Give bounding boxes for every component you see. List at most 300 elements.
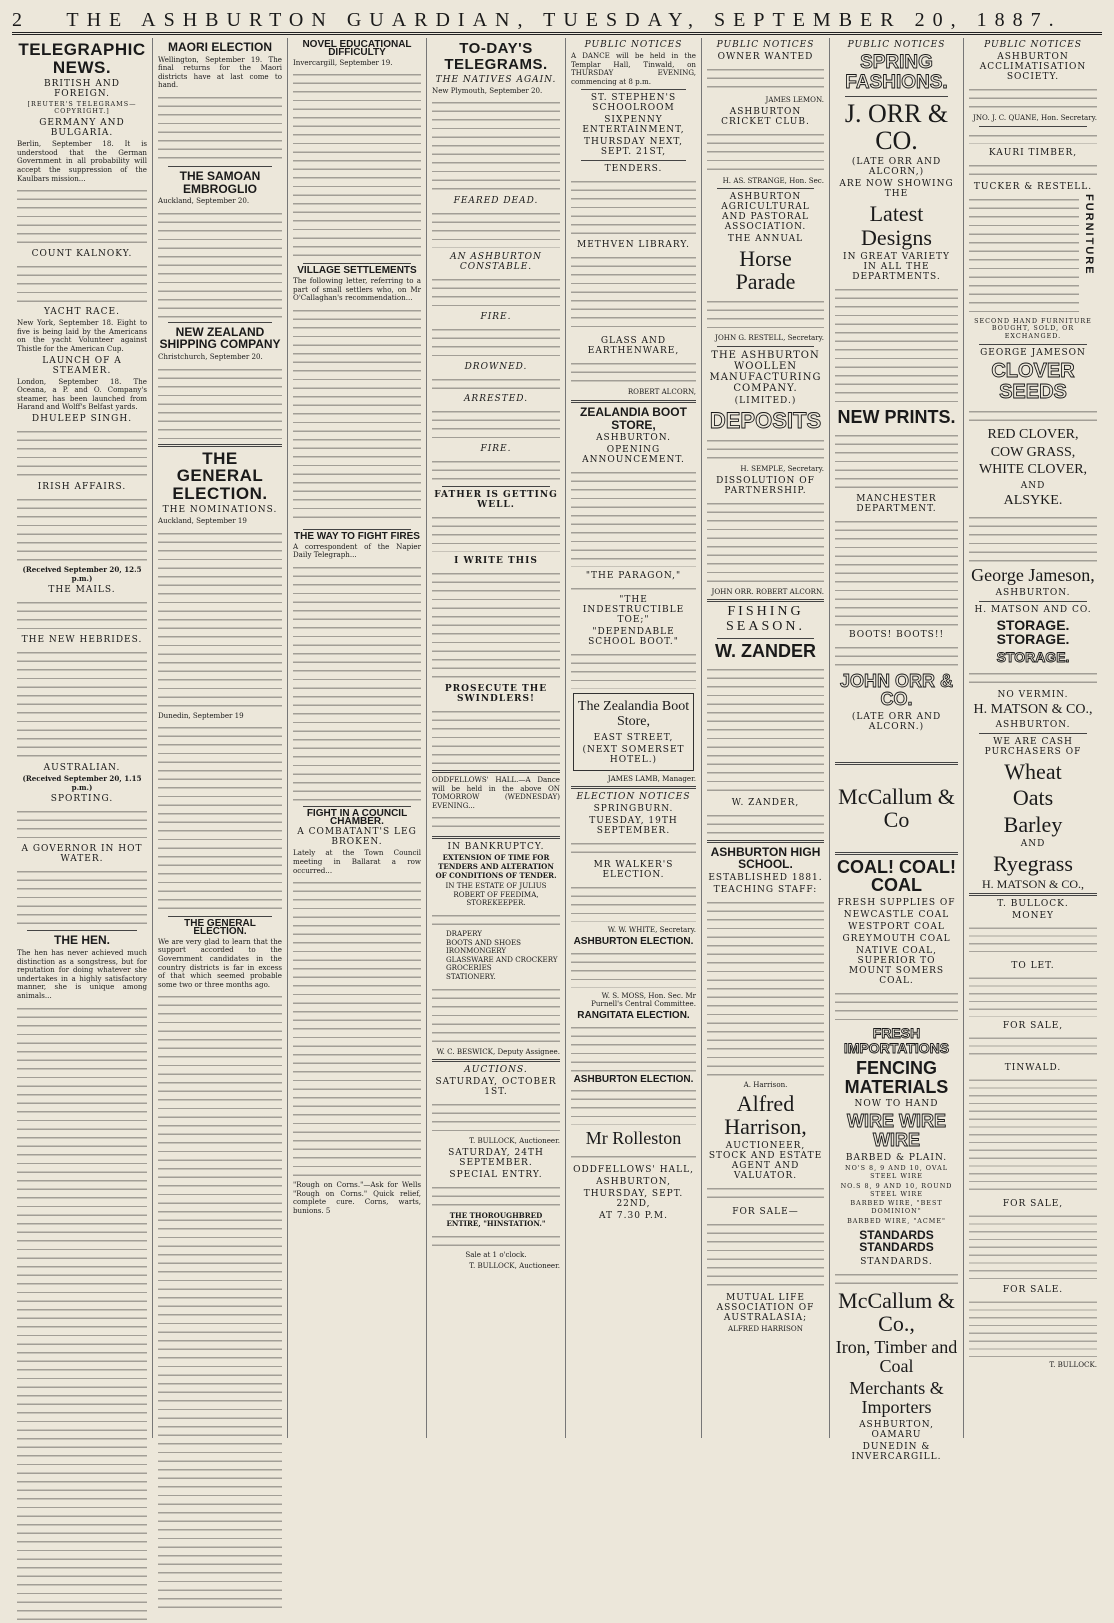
text-block xyxy=(707,296,824,330)
divider xyxy=(303,263,411,264)
article-paragraph: Invercargill, September 19. xyxy=(293,57,393,67)
subheading: ARRESTED. xyxy=(463,394,529,405)
subheading: ESTABLISHED 1881. xyxy=(708,872,823,883)
fires-heading: THE WAY TO FIGHT FIRES xyxy=(294,530,420,542)
divider xyxy=(571,400,696,403)
subheading: BOOTS! BOOTS!! xyxy=(848,629,945,640)
text-block xyxy=(432,274,560,308)
subheading: "THE PARAGON," xyxy=(585,571,682,582)
subheading: MUTUAL LIFE ASSOCIATION OF AUSTRALASIA; xyxy=(716,1293,815,1324)
signature: W. W. WHITE, Secretary. xyxy=(607,925,696,935)
article-paragraph: London, September 18. The Oceana, a P. and O. Company's steamer, has been launched from Harand and Wolff's Belfast yards. xyxy=(17,376,147,412)
subheading: OWNER WANTED xyxy=(717,52,814,62)
woollen-company-heading: THE ASHBURTON WOOLLEN MANUFACTURING COMPANY. xyxy=(709,349,822,394)
ashburton-election-heading: ASHBURTON ELECTION. xyxy=(573,935,694,947)
subheading: IN GREAT VARIETY IN ALL THE DEPARTMENTS. xyxy=(843,251,950,282)
text-block xyxy=(707,498,824,584)
signature: JAMES LEMON. xyxy=(765,95,824,104)
fresh-importations-title: FRESH IMPORTATIONS xyxy=(843,1025,950,1056)
divider xyxy=(979,733,1087,734)
subheading: DHULEEP SINGH. xyxy=(31,414,133,424)
text-block xyxy=(707,664,824,794)
column-8 xyxy=(964,38,1102,1438)
text-block xyxy=(432,512,560,552)
deposits-title: DEPOSITS xyxy=(709,407,822,433)
subheading: IN BANKRUPTCY. xyxy=(447,842,545,853)
text-block xyxy=(707,897,824,1077)
signature: JOHN ORR. ROBERT ALCORN. xyxy=(711,586,824,596)
subheading: PROSECUTE THE SWINDLERS! xyxy=(444,684,548,705)
jameson-title: George Jameson, xyxy=(971,564,1095,585)
text-block xyxy=(432,910,560,926)
seed-item: COW GRASS, xyxy=(990,444,1076,460)
text-block xyxy=(707,1183,824,1203)
seed-item: WHITE CLOVER, xyxy=(978,462,1088,478)
tucker-heading: TUCKER & RESTELL. xyxy=(973,181,1093,192)
subheading: NO.S 8, 9 AND 10, ROUND STEEL WIRE xyxy=(840,1181,953,1198)
text-block xyxy=(571,583,696,591)
list-item: BOOTS AND SHOES xyxy=(446,937,521,947)
agricultural-heading: ASHBURTON AGRICULTURAL AND PASTORAL ASSOCIATION. xyxy=(721,192,810,233)
text-block xyxy=(17,261,147,303)
subheading: SPECIAL ENTRY. xyxy=(449,1169,543,1180)
subheading: A GOVERNOR IN HOT WATER. xyxy=(21,844,143,865)
section-label: PUBLIC NOTICES xyxy=(847,40,946,50)
text-block xyxy=(571,176,696,236)
telegraphic-news-heading: TELEGRAPHIC NEWS. xyxy=(18,40,146,77)
general-election-heading-2: THE GENERAL ELECTION. xyxy=(184,918,256,938)
orr-title: J. ORR & CO. xyxy=(844,98,949,156)
text-block xyxy=(707,129,824,173)
subheading: ASHBURTON. xyxy=(995,587,1071,598)
divider xyxy=(432,1059,560,1062)
subheading: THE NEW HEBRIDES. xyxy=(21,635,143,646)
subheading: BARBED WIRE, "ACME" xyxy=(847,1217,946,1226)
page-number: 2 xyxy=(12,9,26,31)
furniture-ad xyxy=(969,194,1097,314)
subheading: AND xyxy=(1020,838,1046,849)
signature: JNO. J. C. QUANE, Hon. Secretary. xyxy=(973,113,1097,122)
barley-title: Barley xyxy=(1003,811,1063,837)
text-block xyxy=(835,988,958,1022)
divider xyxy=(835,852,958,855)
storage-title-2: STORAGE. xyxy=(996,649,1070,665)
mccallum-title-2: McCallum & Co., xyxy=(838,1288,955,1337)
text-block xyxy=(17,806,147,840)
text-block xyxy=(158,208,282,318)
text-block xyxy=(707,64,824,92)
subheading: AN ASHBURTON CONSTABLE. xyxy=(450,252,542,273)
coal-title: COAL! COAL! COAL xyxy=(837,856,956,896)
subheading: THURSDAY, SEPT. 22ND, xyxy=(583,1189,684,1210)
rangitata-heading: RANGITATA ELECTION. xyxy=(577,1009,690,1021)
text-block xyxy=(432,812,560,832)
text-block xyxy=(17,1003,147,1623)
text-block xyxy=(432,208,560,248)
text-block xyxy=(571,1151,696,1161)
subheading: (LIMITED.) xyxy=(734,395,797,406)
subheading: TINWALD. xyxy=(1004,1063,1062,1074)
text-block xyxy=(17,185,147,245)
text-block xyxy=(17,426,147,478)
divider xyxy=(707,840,824,843)
subheading: YACHT RACE. xyxy=(44,307,120,318)
subheading: BRITISH AND FOREIGN. xyxy=(44,78,120,99)
orr-title-2: JOHN ORR & CO. xyxy=(839,670,953,710)
subheading: AUCTIONEER, STOCK AND ESTATE AGENT AND VALUATOR. xyxy=(708,1141,823,1182)
wire-title: WIRE WIRE WIRE xyxy=(847,1111,946,1151)
subheading: AND xyxy=(1020,481,1046,492)
subheading: "DEPENDABLE SCHOOL BOOT." xyxy=(588,627,679,648)
divider xyxy=(168,166,272,167)
spring-fashions-title: SPRING FASHIONS. xyxy=(845,52,948,93)
divider xyxy=(845,96,948,97)
signature: T. BULLOCK, Auctioneer. xyxy=(469,1136,560,1146)
todays-telegrams-heading: TO-DAY'S TELEGRAMS. xyxy=(444,40,548,73)
text-block xyxy=(158,528,282,708)
subheading: A COMBATANT'S LEG BROKEN. xyxy=(297,827,417,848)
text-block xyxy=(293,305,421,525)
subheading: AT 7.30 P.M. xyxy=(599,1211,668,1222)
subheading: FOR SALE, xyxy=(1002,1199,1064,1210)
seed-item: RED CLOVER, xyxy=(987,426,1079,442)
subheading: [REUTER'S TELEGRAMS—COPYRIGHT.] xyxy=(27,99,137,116)
estate-line: IN THE ESTATE OF JULIUS ROBERT OF FEEDIMA, STOREKEEPER. xyxy=(445,881,547,908)
subheading: DISSOLUTION OF PARTNERSHIP. xyxy=(716,475,815,496)
column-2 xyxy=(153,38,288,1438)
stock-list xyxy=(432,930,560,982)
subheading: LAUNCH OF A STEAMER. xyxy=(42,355,122,376)
text-block xyxy=(969,1297,1097,1357)
box-line: (NEXT SOMERSET HOTEL.) xyxy=(582,744,685,765)
subheading: WE ARE CASH PURCHASERS OF xyxy=(984,737,1082,758)
subheading: DROWNED. xyxy=(464,362,528,373)
text-block xyxy=(835,516,958,626)
text-block xyxy=(432,406,560,440)
dance-notice: ODDFELLOWS' HALL.—A Dance will be held in the above ON TOMORROW (WEDNESDAY) EVENING... xyxy=(432,775,560,810)
text-block xyxy=(835,284,958,404)
box-title: The Zealandia Boot Store, xyxy=(577,699,690,729)
divider xyxy=(168,916,272,917)
text-block xyxy=(432,97,560,192)
subheading: I WRITE THIS xyxy=(454,556,538,567)
article-paragraph: Dunedin, September 19 xyxy=(158,710,244,720)
text-block xyxy=(293,69,421,259)
text-block xyxy=(571,838,696,856)
section-label: PUBLIC NOTICES xyxy=(584,40,683,50)
text-block xyxy=(432,456,560,482)
text-block xyxy=(835,642,958,668)
text-block xyxy=(432,1182,560,1208)
text-block xyxy=(571,252,696,332)
oats-title: Oats xyxy=(1012,785,1054,811)
subheading: METHVEN LIBRARY. xyxy=(576,240,690,251)
divider xyxy=(581,160,686,161)
subheading: GREYMOUTH COAL xyxy=(842,934,951,945)
divider xyxy=(303,529,411,530)
fishing-season-title: FISHING SEASON. xyxy=(726,604,805,634)
subheading: WESTPORT COAL xyxy=(848,922,945,933)
text-block xyxy=(707,810,824,836)
article-paragraph: New York, September 18. Eight to five is being laid by the Americans on the yacht Volunteer against Thistle for the American Cup. xyxy=(17,318,147,354)
column-6 xyxy=(702,38,830,1438)
text-block xyxy=(835,1269,958,1285)
divider xyxy=(581,89,686,90)
zander-title: W. ZANDER xyxy=(715,640,816,661)
masthead xyxy=(12,6,1102,35)
column-7 xyxy=(830,38,964,1462)
subheading: FATHER IS GETTING WELL. xyxy=(434,490,558,511)
subheading: IRISH AFFAIRS. xyxy=(37,482,127,492)
text-block xyxy=(17,494,147,562)
signature: ALFRED HARRISON xyxy=(728,1324,803,1334)
list-item: STATIONERY. xyxy=(446,972,496,981)
divider xyxy=(979,126,1087,127)
advert-line: "Rough on Corns."—Ask for Wells "Rough on Corns." Quick relief, complete cure. Corns, warts, bunions. 5 xyxy=(293,1180,421,1215)
divider xyxy=(432,770,560,773)
bankruptcy-title: EXTENSION OF TIME FOR TENDERS AND ALTERATION OF CONDITIONS OF TENDER. xyxy=(435,853,557,880)
subheading: SECOND HAND FURNITURE BOUGHT, SOLD, OR EXCHANGED. xyxy=(974,316,1092,341)
subheading: T. BULLOCK. xyxy=(997,899,1069,910)
section-label: PUBLIC NOTICES xyxy=(984,40,1082,50)
subheading: FIRE. xyxy=(480,312,512,323)
subheading: MR WALKER'S ELECTION. xyxy=(593,860,674,881)
divider xyxy=(442,486,550,487)
article-paragraph: Christchurch, September 20. xyxy=(158,351,263,361)
subheading: THURSDAY NEXT, SEPT. 21ST, xyxy=(584,137,683,158)
merchants-title: Merchants & Importers xyxy=(849,1377,944,1417)
divider xyxy=(717,638,814,639)
subheading: ASHBURTON. xyxy=(596,433,671,444)
shipping-heading: NEW ZEALAND SHIPPING COMPANY xyxy=(159,324,281,352)
text-block xyxy=(17,597,147,631)
matson-title-2: H. MATSON & CO., xyxy=(981,876,1084,891)
signature: W. S. MOSS, Hon. Sec. Mr Purnell's Central Committee. xyxy=(591,990,696,1009)
article-paragraph: New Plymouth, September 20. xyxy=(432,85,543,95)
subheading: MANCHESTER DEPARTMENT. xyxy=(856,493,937,514)
subheading: NO'S 8, 9 AND 10, OVAL STEEL WIRE xyxy=(845,1164,948,1181)
divider xyxy=(27,930,137,931)
divider xyxy=(707,599,824,602)
divider xyxy=(979,344,1087,345)
harrison-title: Alfred Harrison, xyxy=(724,1091,807,1140)
divider xyxy=(168,322,272,323)
signature: W. C. BESWICK, Deputy Assignee. xyxy=(436,1046,560,1056)
educational-heading: NOVEL EDUCATIONAL DIFFICULTY xyxy=(302,39,412,58)
general-election-heading: THE GENERAL ELECTION. xyxy=(172,448,268,504)
text-block xyxy=(432,1099,560,1133)
text-block xyxy=(293,562,421,802)
fight-heading: FIGHT IN A COUNCIL CHAMBER. xyxy=(306,807,408,827)
subheading: FIRE. xyxy=(480,444,512,455)
text-block xyxy=(571,1085,696,1125)
text-block xyxy=(17,866,147,926)
subheading: NEWCASTLE COAL xyxy=(843,910,950,921)
wheat-title: Wheat xyxy=(1004,759,1062,785)
article-paragraph: Auckland, September 19 xyxy=(158,516,247,526)
text-block xyxy=(158,991,282,1611)
signature: ROBERT ALCORN, xyxy=(627,387,696,397)
text-block xyxy=(571,1022,696,1072)
subheading: BARBED WIRE, "BEST DOMINION" xyxy=(850,1199,943,1216)
text-block xyxy=(969,923,1097,957)
text-block xyxy=(158,364,282,440)
text-block xyxy=(969,512,1097,562)
seed-item: ALSYKE. xyxy=(1003,493,1063,509)
box-line: EAST STREET, xyxy=(593,732,674,743)
text-block xyxy=(707,435,824,461)
text-block xyxy=(158,92,282,162)
text-block xyxy=(571,948,696,988)
subheading: SPORTING. xyxy=(50,794,114,805)
received-line: (Received September 20, 1.15 p.m.) xyxy=(22,774,142,792)
text-block xyxy=(432,568,560,680)
text-block xyxy=(571,467,696,567)
list-item: GLASSWARE AND CROCKERY xyxy=(446,954,558,964)
divider xyxy=(158,444,282,447)
fencing-title: FENCING MATERIALS xyxy=(844,1057,949,1097)
section-label: ELECTION NOTICES xyxy=(576,792,691,803)
clover-seeds-title: CLOVER SEEDS xyxy=(991,359,1075,403)
subheading: ASHBURTON. xyxy=(995,720,1071,731)
divider xyxy=(303,806,411,807)
subheading: MONEY xyxy=(1012,911,1054,922)
text-block xyxy=(969,160,1097,178)
subheading: TO LET. xyxy=(1011,961,1055,972)
text-block xyxy=(432,984,560,1044)
cricket-heading: ASHBURTON CRICKET CLUB. xyxy=(721,106,810,127)
signature: H. AS. STRANGE, Hon. Sec. xyxy=(722,175,824,185)
subheading: GLASS AND EARTHENWARE, xyxy=(587,336,680,357)
article-paragraph: A correspondent of the Napier Daily Telegraph... xyxy=(293,541,421,560)
hen-heading: THE HEN. xyxy=(53,933,110,948)
signature: T. BULLOCK. xyxy=(1049,1360,1097,1370)
masthead-title: THE ASHBURTON GUARDIAN, TUESDAY, SEPTEMBER 20, 1887. xyxy=(66,9,1062,31)
subheading: THE NATIVES AGAIN. xyxy=(435,74,557,85)
subheading: FEARED DEAD. xyxy=(453,196,539,207)
divider xyxy=(717,346,814,347)
subheading: GEORGE JAMESON xyxy=(980,347,1086,358)
subheading: FOR SALE, xyxy=(1002,1021,1064,1032)
divider xyxy=(969,893,1097,896)
subheading: (LATE ORR AND ALCORN,) xyxy=(851,157,942,178)
divider xyxy=(717,188,814,189)
text-block xyxy=(571,882,696,922)
ashburton-election-heading-2: ASHBURTON ELECTION. xyxy=(573,1073,694,1085)
text-block xyxy=(17,647,147,759)
subheading: ARE NOW SHOWING THE xyxy=(839,179,954,200)
boot-store-box xyxy=(573,693,694,770)
subheading: THE MAILS. xyxy=(48,585,116,596)
column-4 xyxy=(427,38,566,1438)
subheading: W. ZANDER, xyxy=(731,797,800,808)
column-3 xyxy=(288,38,427,1438)
mccallum-title: McCallum & Co xyxy=(838,784,955,833)
subheading: NOW TO HAND xyxy=(854,1099,939,1110)
text-block xyxy=(969,1033,1097,1059)
divider xyxy=(835,762,958,765)
furniture-vertical-label: FURNITURE xyxy=(1083,193,1095,276)
dance-notice: A DANCE will be held in the Templar Hall, Tinwald, on THURSDAY EVENING, commencing at 8 p.m. xyxy=(571,51,696,86)
subheading: DUNEDIN & INVERCARGILL. xyxy=(851,1441,942,1462)
signature: JAMES LAMB, Manager. xyxy=(607,773,696,783)
subheading: NATIVE COAL, SUPERIOR TO MOUNT SOMERS COAL. xyxy=(848,946,945,987)
subheading: THE ANNUAL xyxy=(727,234,804,245)
article-paragraph: Auckland, September 20. xyxy=(158,196,250,206)
storage-title: STORAGE. STORAGE. xyxy=(996,616,1070,648)
text-block xyxy=(158,722,282,912)
subheading: COUNT KALNOKY. xyxy=(31,249,133,260)
text-block xyxy=(969,194,1079,314)
subheading: SATURDAY, OCTOBER 1ST. xyxy=(435,1077,557,1098)
subheading: ST. STEPHEN'S SCHOOLROOM xyxy=(590,93,677,114)
subheading: NO VERMIN. xyxy=(997,689,1069,700)
list-item: DRAPERY xyxy=(446,929,482,939)
subheading: "THE INDESTRUCTIBLE TOE;" xyxy=(582,595,685,626)
text-block xyxy=(432,324,560,358)
new-prints-title: NEW PRINTS. xyxy=(837,406,956,427)
divider xyxy=(432,836,560,839)
subheading: TEACHING STAFF: xyxy=(713,884,818,895)
maori-election-heading: MAORI ELECTION xyxy=(168,40,272,54)
subheading: (LATE ORR AND ALCORN.) xyxy=(851,712,942,733)
text-block xyxy=(571,649,696,689)
subheading: OPENING ANNOUNCEMENT. xyxy=(582,445,685,466)
subheading: H. MATSON AND CO. xyxy=(974,604,1092,615)
iron-timber-title: Iron, Timber and Coal xyxy=(835,1337,958,1377)
zealandia-heading: ZEALANDIA BOOT STORE, xyxy=(580,404,687,432)
horse-parade-title: Horse Parade xyxy=(735,246,796,295)
text-block xyxy=(969,406,1097,424)
latest-designs-title: Latest Designs xyxy=(861,201,932,250)
standards-title: STANDARDS STANDARDS xyxy=(859,1227,934,1255)
subheading: BARBED & PLAIN. xyxy=(845,1153,948,1164)
subheading: KAURI TIMBER, xyxy=(988,147,1078,158)
text-block xyxy=(432,374,560,390)
subheading: ASHBURTON ACCLIMATISATION SOCIETY. xyxy=(979,52,1087,82)
text-block xyxy=(969,84,1097,110)
subheading: FOR SALE— xyxy=(732,1207,799,1218)
ryegrass-title: Ryegrass xyxy=(993,850,1073,876)
text-block xyxy=(969,973,1097,1017)
article-paragraph: The following letter, referring to a part of small settlers who, on Mr O'Callaghan's recommendation... xyxy=(293,275,421,303)
subheading: AUCTIONS. xyxy=(464,1065,528,1076)
article-paragraph: The hen has never achieved much distinction as a songstress, but for reputation for doing whatever she undertakes in a highly satisfactory manner, she is unique among animals... xyxy=(17,947,147,1000)
text-block xyxy=(707,1219,824,1289)
subheading: ASHBURTON, OAMARU xyxy=(859,1419,934,1440)
subheading: GERMANY AND BULGARIA. xyxy=(39,118,125,139)
subheading: SATURDAY, 24TH SEPTEMBER. xyxy=(448,1147,544,1168)
subheading: ODDFELLOWS' HALL, xyxy=(573,1165,694,1176)
high-school-heading: ASHBURTON HIGH SCHOOL. xyxy=(710,844,821,872)
subheading: THE NOMINATIONS. xyxy=(162,505,278,516)
text-block xyxy=(432,1231,560,1247)
signature: JOHN G. RESTELL, Secretary. xyxy=(715,333,824,343)
section-label: PUBLIC NOTICES xyxy=(716,40,815,50)
subheading: ASHBURTON, xyxy=(596,1177,671,1188)
text-block xyxy=(969,130,1097,144)
rolleston-name: Mr Rolleston xyxy=(585,1128,682,1149)
column-5 xyxy=(566,38,702,1438)
divider xyxy=(979,601,1087,602)
village-heading: VILLAGE SETTLEMENTS xyxy=(297,265,417,277)
article-paragraph: Lately at the Town Council meeting in Ballarat a row occurred... xyxy=(293,848,421,875)
subheading: TENDERS. xyxy=(604,164,663,175)
text-block xyxy=(969,1075,1097,1195)
column-1 xyxy=(12,38,153,1438)
subheading: FRESH SUPPLIES OF xyxy=(837,898,956,909)
divider xyxy=(571,786,696,789)
